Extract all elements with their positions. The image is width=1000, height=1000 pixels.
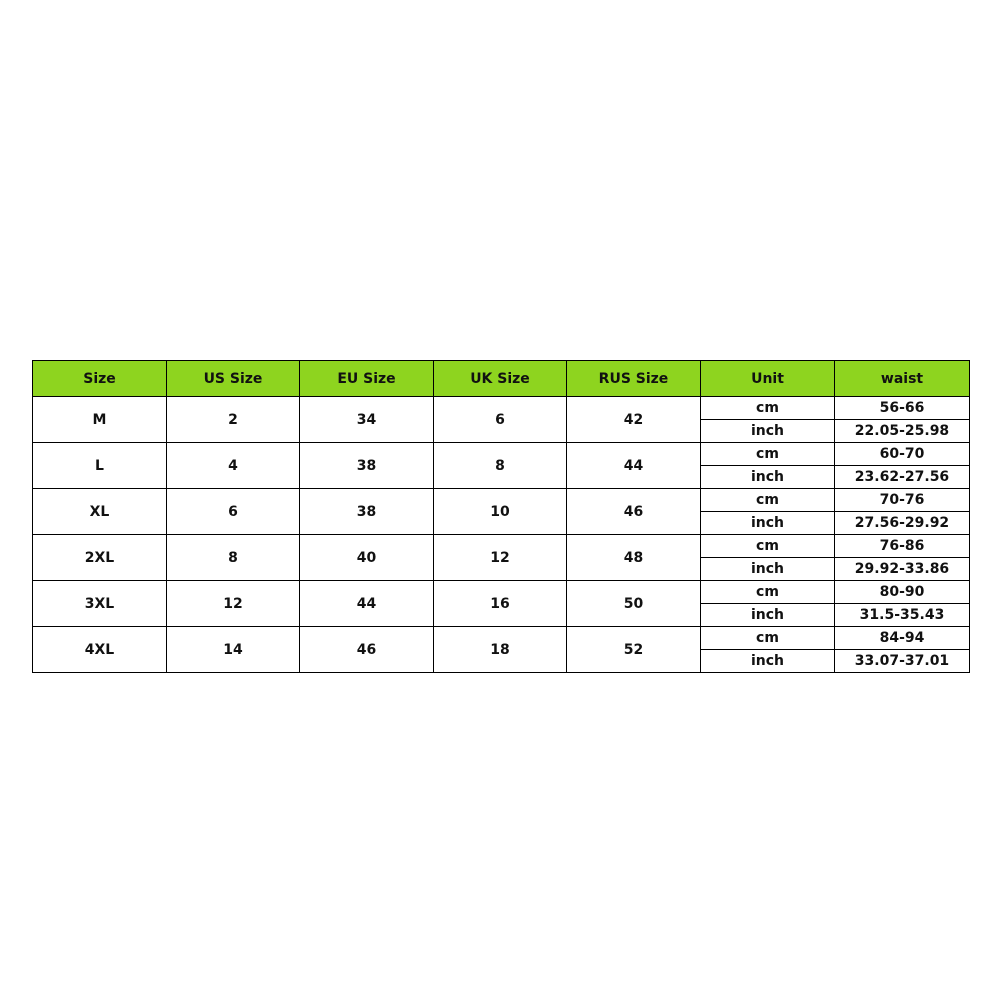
us-size-cell: 14 [167,627,300,673]
size-cell: 4XL [33,627,167,673]
waist-cm-cell: 80-90 [835,581,970,604]
waist-cm-cell: 76-86 [835,535,970,558]
header-row [33,361,970,397]
waist-inch-cell: 33.07-37.01 [835,650,970,673]
rus-size-cell: 48 [567,535,701,581]
eu-size-cell: 44 [300,581,434,627]
table-row [33,627,970,650]
header-eu-size: EU Size [300,361,434,397]
unit-cm-cell: cm [701,489,835,512]
rus-size-cell: 42 [567,397,701,443]
uk-size-cell: 12 [434,535,567,581]
size-cell: L [33,443,167,489]
waist-inch-cell: 23.62-27.56 [835,466,970,489]
uk-size-cell: 10 [434,489,567,535]
unit-inch-cell: inch [701,466,835,489]
size-cell: 2XL [33,535,167,581]
table-row [33,581,970,604]
rus-size-cell: 44 [567,443,701,489]
eu-size-cell: 40 [300,535,434,581]
uk-size-cell: 8 [434,443,567,489]
us-size-cell: 8 [167,535,300,581]
waist-cm-cell: 84-94 [835,627,970,650]
size-chart-table [32,360,970,673]
rus-size-cell: 50 [567,581,701,627]
table-row [33,489,970,512]
uk-size-cell: 18 [434,627,567,673]
unit-cm-cell: cm [701,535,835,558]
header-unit: Unit [701,361,835,397]
unit-inch-cell: inch [701,604,835,627]
uk-size-cell: 16 [434,581,567,627]
waist-inch-cell: 27.56-29.92 [835,512,970,535]
unit-inch-cell: inch [701,558,835,581]
eu-size-cell: 38 [300,443,434,489]
unit-inch-cell: inch [701,420,835,443]
header-us-size: US Size [167,361,300,397]
header-size: Size [33,361,167,397]
waist-inch-cell: 31.5-35.43 [835,604,970,627]
uk-size-cell: 6 [434,397,567,443]
us-size-cell: 2 [167,397,300,443]
us-size-cell: 4 [167,443,300,489]
rus-size-cell: 52 [567,627,701,673]
table-row [33,397,970,420]
unit-inch-cell: inch [701,512,835,535]
unit-cm-cell: cm [701,627,835,650]
waist-cm-cell: 60-70 [835,443,970,466]
table-row [33,443,970,466]
header-uk-size: UK Size [434,361,567,397]
table-body [33,397,970,673]
eu-size-cell: 46 [300,627,434,673]
size-cell: XL [33,489,167,535]
waist-inch-cell: 22.05-25.98 [835,420,970,443]
size-cell: M [33,397,167,443]
header-waist: waist [835,361,970,397]
size-cell: 3XL [33,581,167,627]
us-size-cell: 6 [167,489,300,535]
unit-cm-cell: cm [701,397,835,420]
unit-cm-cell: cm [701,443,835,466]
header-rus-size: RUS Size [567,361,701,397]
waist-cm-cell: 56-66 [835,397,970,420]
us-size-cell: 12 [167,581,300,627]
unit-cm-cell: cm [701,581,835,604]
eu-size-cell: 34 [300,397,434,443]
unit-inch-cell: inch [701,650,835,673]
eu-size-cell: 38 [300,489,434,535]
waist-cm-cell: 70-76 [835,489,970,512]
table-row [33,535,970,558]
rus-size-cell: 46 [567,489,701,535]
waist-inch-cell: 29.92-33.86 [835,558,970,581]
